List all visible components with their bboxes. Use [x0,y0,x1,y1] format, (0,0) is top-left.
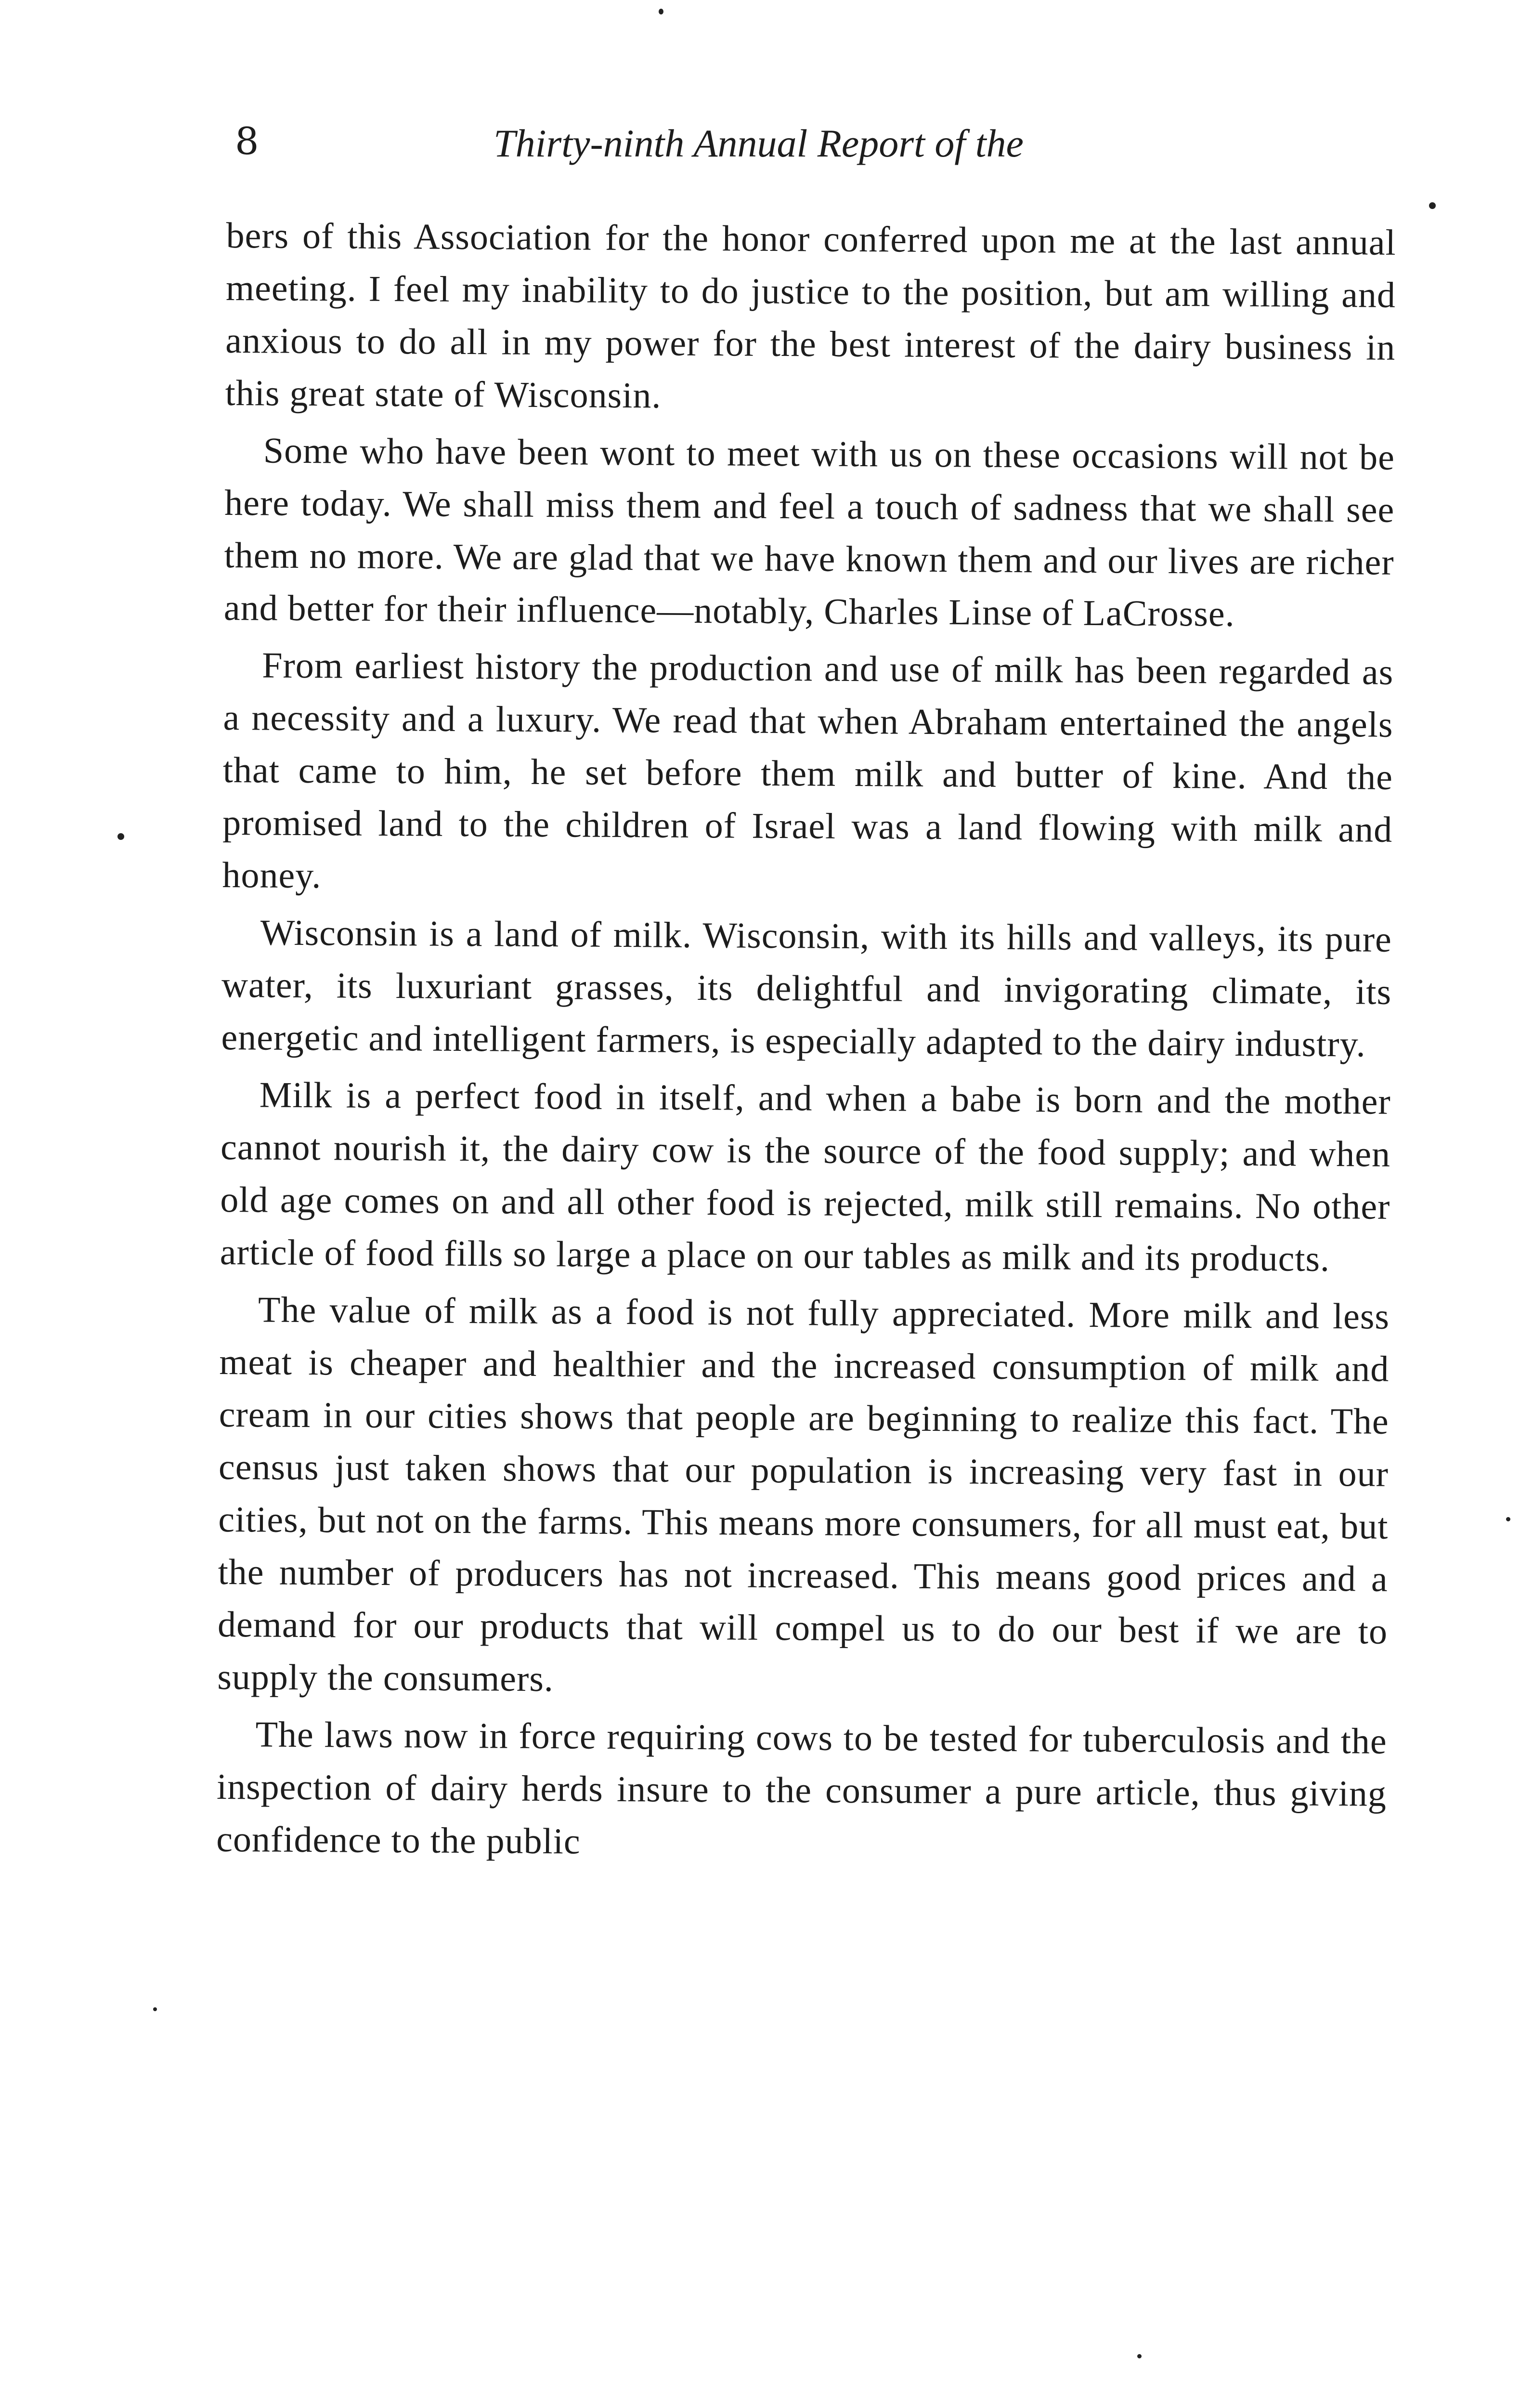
page-header [0,120,1533,181]
paragraph-7: The laws now in force requiring cows to be tested for tuberculosis and the inspection of dairy herds insure to the consumer a pure article, thus giving confidence to the public [216,1714,1387,1862]
running-head: Thirty-ninth Annual Report of the [494,121,1024,165]
paragraph-6: The value of milk as a food is not fully appreciated. More milk and less meat is cheaper and healthier and the increased consumption of milk and cream in our cities shows that people are beginning to realize this fact. The census just taken shows that our population is increasing very fast in our cities, but not on the farms. This means more consumers, for all must eat, but the number of producers has not increased. This means good prices and a demand for our products that will compel us to do our best if we are to supply the consumers. [217,1289,1390,1700]
scan-speck [659,9,663,14]
paragraph-5: Milk is a perfect food in itself, and when a babe is born and the mother cannot nourish it, the dairy cow is the source of the food supply; and when old age comes on and all other food is rejected, milk still remains. No other article of food fills so large a place on our tables as milk and its products. [220,1074,1391,1280]
paragraph-3: From earliest history the production and use of milk has been regarded as a necessity and a luxury. We read that when Abraham entertained the angels that came to him, he set before them milk and butter of kine. And the promised land to the children of Israel was a land flowing with milk and honey. [222,645,1394,896]
paragraph-2: Some who have been wont to meet with us on these occasions will not be here today. We shall miss them and feel a touch of sadness that we shall see them no more. We are glad that we have known them and our lives are richer and better for their influence—notably, Charles Linse of LaCrosse. [223,430,1395,634]
paragraph-4: Wisconsin is a land of milk. Wisconsin, with its hills and valleys, its pure water, its luxuriant grasses, its delightful and invigorating climate, its energetic and intelligent farmers, is especially adapted to the dairy industry. [221,912,1392,1065]
scan-speck [1429,202,1436,209]
scan-speck [117,833,124,840]
scan-speck [1137,2354,1142,2358]
paragraph-1: bers of this Association for the honor conferred upon me at the last annual meeting. I feel my inability to do justice to the position, but am willing and anxious to do all in my power for the best interest of the dairy business in this great state of Wisconsin. [225,215,1396,416]
page-number: 8 [235,120,259,163]
scan-speck [153,2007,157,2011]
scan-speck [1506,1517,1510,1521]
body-text [216,209,1396,1878]
